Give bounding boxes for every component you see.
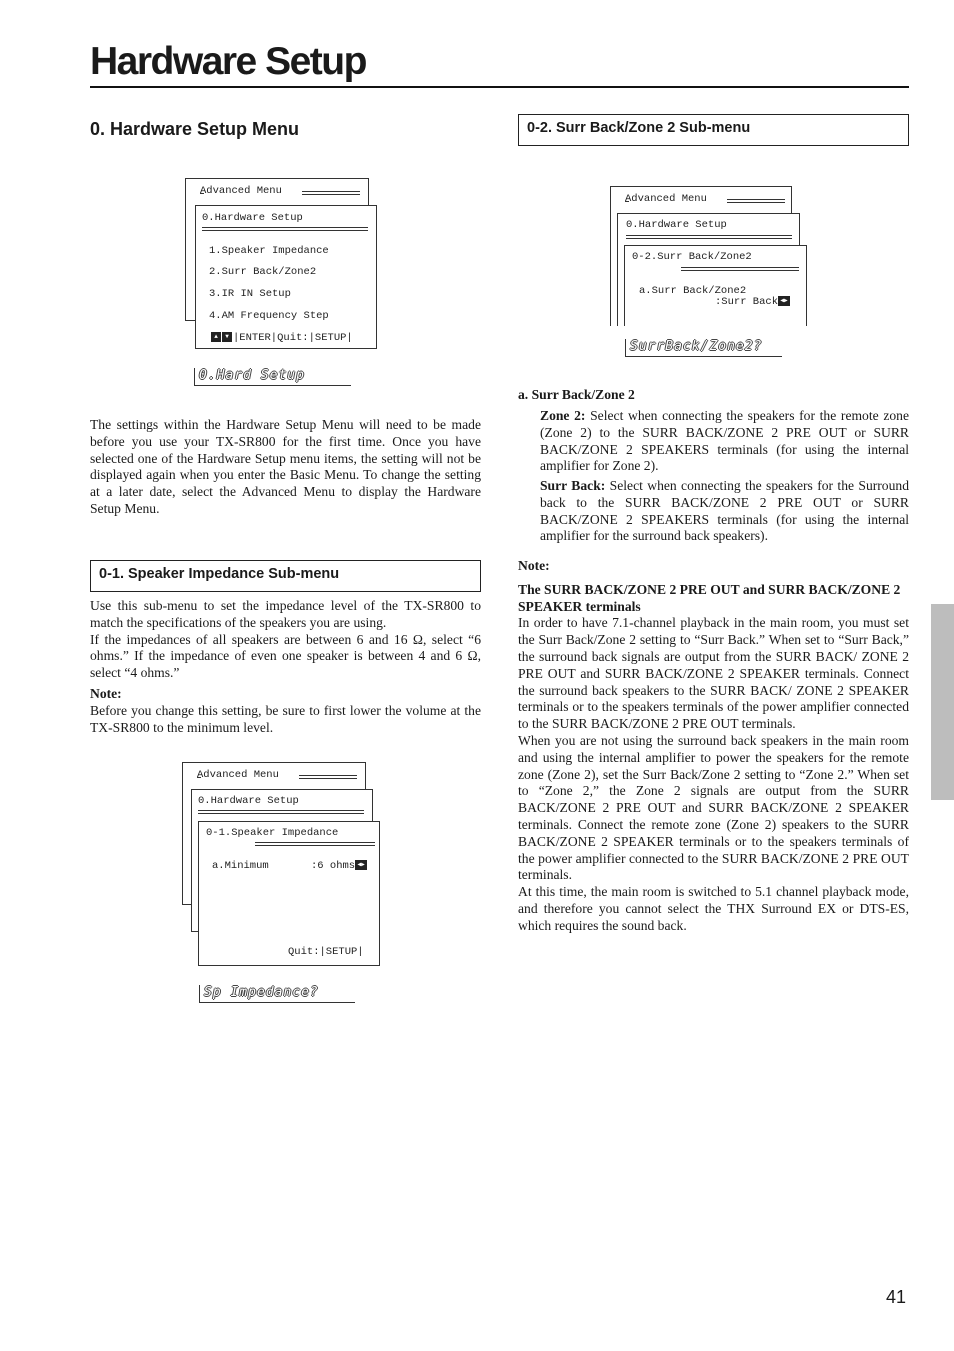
note-label: Note: — [90, 685, 122, 701]
hardware-setup-label: 0.Hardware Setup — [626, 219, 727, 231]
hardware-setup-panel — [195, 205, 377, 349]
menu-footer — [211, 332, 353, 344]
left-right-arrows-icon: ◀▶ — [355, 860, 367, 870]
menu-item: 1.Speaker Impedance — [209, 245, 329, 257]
setting-heading: a. Surr Back/Zone 2 — [518, 387, 635, 402]
down-arrow-icon: ▼ — [222, 332, 232, 342]
bullet-mark — [197, 777, 201, 778]
advanced-menu-label: Advanced Menu — [197, 769, 279, 781]
subsection-heading: 0-2. Surr Back/Zone 2 Sub-menu — [518, 114, 909, 146]
surr-back-description — [540, 478, 909, 545]
menu-item: 3.IR IN Setup — [209, 288, 291, 300]
lcd-display: Sp Impedance? — [199, 985, 355, 1003]
paragraph: In order to have 7.1-channel playback in the main room, you must set the Surr Back/Zone 2 setting to “Surr Back.” When set to “Surr Back,” the surround back signals are output from the SURR BACK/ ZONE 2 PRE OUT and SURR BACK/ZONE 2 SPEAKER terminals. Connect the surround back speakers to the SURR BACK/ ZONE 2 SPEAKER terminals or to the speakers terminals of the power amplifier connected to the SURR BACK/ZONE 2 PRE OUT terminals. — [518, 615, 909, 732]
lcd-display: SurrBack/Zone2? — [625, 339, 782, 357]
hardware-setup-rule — [198, 810, 364, 814]
menu-diagram-hardware-setup — [185, 178, 380, 353]
submenu-label: 0-1.Speaker Impedance — [206, 827, 339, 839]
setting-value — [311, 860, 368, 872]
advanced-menu-rule — [299, 775, 357, 779]
bullet-mark — [200, 193, 204, 194]
option-label: Zone 2: — [540, 408, 586, 423]
advanced-menu-rule — [302, 191, 360, 195]
up-arrow-icon: ▲ — [211, 332, 221, 342]
lcd-display: 0.Hard Setup — [194, 368, 351, 386]
submenu-label: 0-2.Surr Back/Zone2 — [632, 251, 752, 263]
page-number: 41 — [886, 1287, 907, 1307]
setting-label: a.Minimum — [212, 860, 269, 872]
advanced-menu-rule — [727, 199, 785, 203]
menu-diagram-surr-back — [610, 186, 810, 326]
option-label: Surr Back: — [540, 478, 606, 493]
advanced-menu-label: Advanced Menu — [200, 185, 282, 197]
menu-item: 2.Surr Back/Zone2 — [209, 266, 317, 278]
option-text: Select when connecting the speakers for the Surround back to the SURR BACK/ZONE 2 PRE OUT or SURR BACK/ZONE 2 SPEAKERS terminals (for using the internal amplifier for the surround back speakers). — [540, 478, 909, 544]
speaker-impedance-text — [90, 598, 481, 736]
submenu-rule — [681, 267, 799, 271]
paragraph: When you are not using the surround back speakers in the main room and using the internal amplifier to power the speakers for the remote zone (Zone 2), set the Surr Back/Zone 2 setting to “Zone 2.” When set to “Zone 2,” the Zone 2 signals are output from the SURR BACK/ZONE 2 PRE OUT and SURR BACK/ZONE 2 SPEAKER terminals. Connect the remote zone (Zone 2) speakers to the SURR BACK/ZONE 2 SPEAKER terminals or to the speakers terminals of the power amplifier connected to the SURR BACK/ZONE 2 PRE OUT terminals. — [518, 732, 909, 883]
note-heading: The SURR BACK/ZONE 2 PRE OUT and SURR BACK/ZONE 2 SPEAKER terminals — [518, 581, 901, 614]
surr-back-note — [518, 558, 909, 935]
setting-value — [715, 296, 791, 308]
advanced-menu-label: Advanced Menu — [625, 193, 707, 205]
setting-value-text: :Surr Back — [715, 296, 779, 308]
paragraph: If the impedances of all speakers are between 6 and 16 Ω, select “6 ohms.” If the impedance of even one speaker is between 4 and 6 Ω, select “4 ohms.” — [90, 631, 481, 681]
page-title: Hardware Setup — [90, 40, 366, 83]
paragraph: Use this sub-menu to set the impedance level of the TX-SR800 to match the specifications of the speakers you are using. — [90, 598, 481, 630]
section-heading: 0. Hardware Setup Menu — [90, 119, 300, 139]
menu-item: 4.AM Frequency Step — [209, 310, 329, 322]
option-text: Select when connecting the speakers for the remote zone (Zone 2) to the SURR BACK/ZONE 2 PRE OUT or SURR BACK/ZONE 2 SPEAKERS terminals (for using the internal amplifier for Zone 2). — [540, 408, 909, 474]
intro-paragraph: The settings within the Hardware Setup Menu will need to be made before you use your TX-SR800 for the first time. Once you have selected one of the Hardware Setup menu items, the setting will not be displayed again when you enter the Basic Menu. To change the setting at a later date, select the Advanced Menu to display the Hardware Setup Menu. — [90, 417, 481, 516]
section-side-tab — [931, 604, 954, 800]
submenu-rule — [255, 842, 375, 846]
speaker-impedance-panel — [198, 821, 380, 966]
paragraph: At this time, the main room is switched to 5.1 channel playback mode, and therefore you cannot select the THX Surround EX or DTS-ES, which requires the sound back. — [518, 884, 909, 933]
footer-text: |ENTER|Quit:|SETUP| — [233, 332, 353, 344]
hardware-setup-label: 0.Hardware Setup — [198, 795, 299, 807]
title-rule — [90, 86, 909, 88]
hardware-setup-rule — [626, 235, 792, 239]
menu-diagram-speaker-impedance — [182, 762, 382, 968]
note-label: Note: — [518, 558, 550, 573]
hardware-setup-label: 0.Hardware Setup — [202, 212, 303, 224]
surr-back-panel — [624, 245, 807, 326]
setting-label: a.Surr Back/Zone2 — [639, 285, 747, 297]
menu-footer: Quit:|SETUP| — [288, 946, 364, 958]
setting-value-text: :6 ohms — [311, 860, 356, 872]
note-text: Before you change this setting, be sure to first lower the volume at the TX-SR800 to the minimum level. — [90, 702, 481, 735]
subsection-heading: 0-1. Speaker Impedance Sub-menu — [90, 560, 481, 592]
zone2-description — [540, 408, 909, 475]
bullet-mark — [625, 201, 629, 202]
left-right-arrows-icon: ◀▶ — [778, 296, 790, 306]
hardware-setup-rule — [202, 227, 368, 231]
